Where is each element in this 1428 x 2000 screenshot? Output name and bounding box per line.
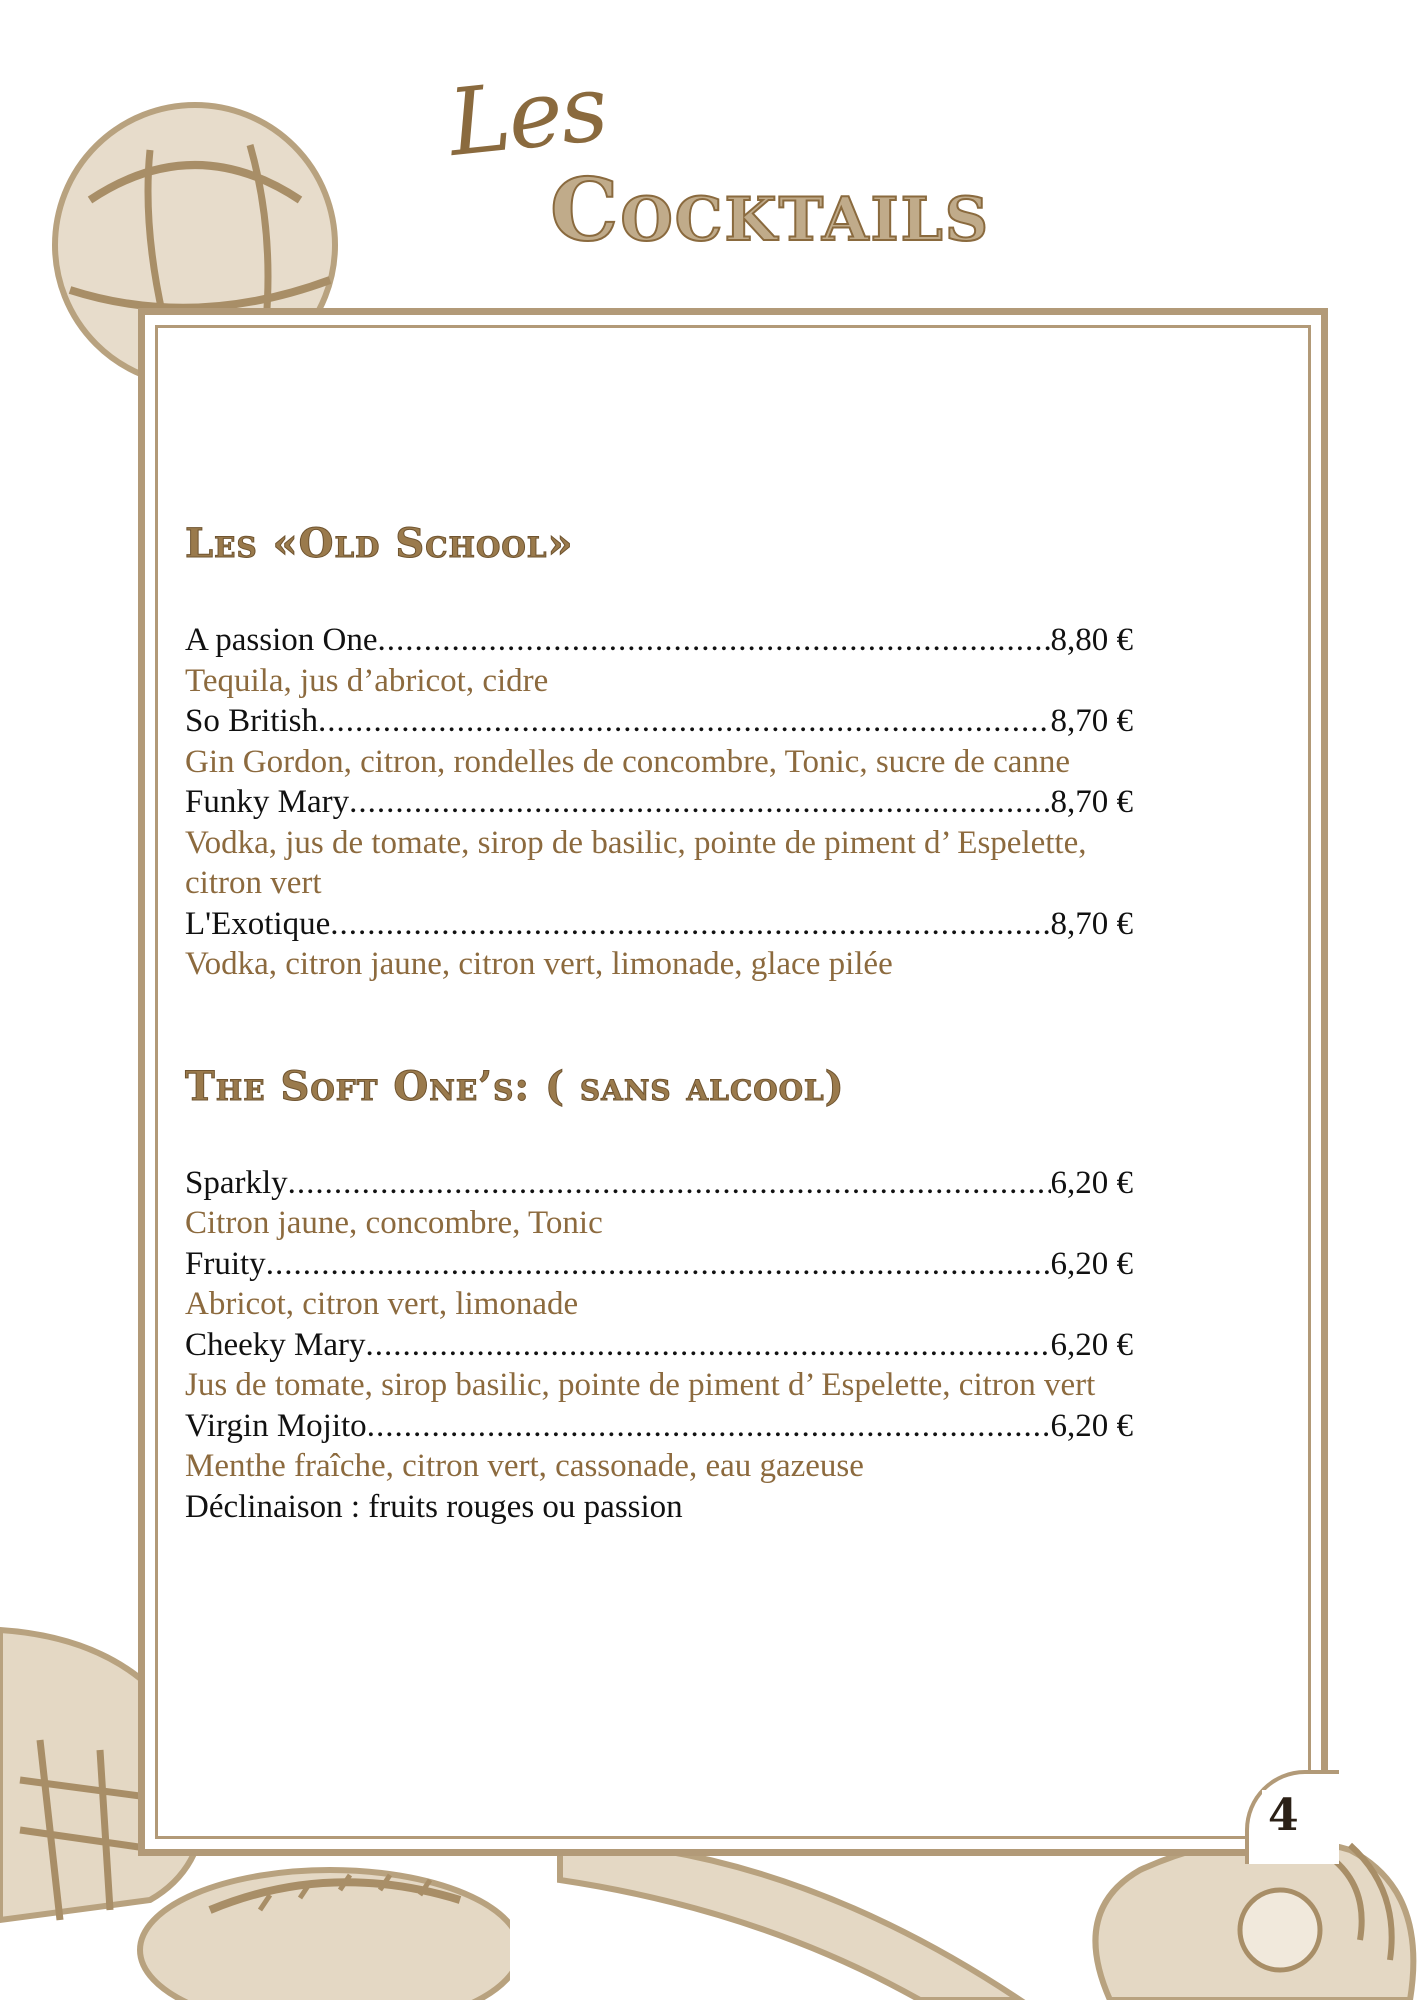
item-price: 6,20 €: [1050, 1326, 1133, 1363]
menu-item: [185, 701, 1133, 742]
section-title: Les «Old School»: [185, 520, 574, 567]
dot-leader: [349, 782, 1050, 823]
item-description: Jus de tomate, sirop basilic, pointe de piment d’ Espelette, citron vert: [185, 1367, 1096, 1403]
item-name: Fruity: [185, 1245, 266, 1282]
item-description: Citron jaune, concombre, Tonic: [185, 1205, 603, 1241]
menu-item: [185, 1244, 1133, 1285]
section-soft: [185, 1063, 1145, 1528]
item-price: 8,70 €: [1050, 703, 1133, 739]
item-description: Vodka, jus de tomate, sirop de basilic, pointe de piment d’ Espelette, citron vert: [185, 824, 1087, 901]
menu-item: [185, 1406, 1133, 1447]
item-price: 6,20 €: [1050, 1245, 1133, 1282]
dot-leader: [266, 1244, 1051, 1285]
section-title: The Soft One’s: ( sans alcool): [185, 1062, 845, 1110]
dot-leader: [378, 620, 1051, 661]
item-name: Cheeky Mary: [185, 1326, 366, 1363]
item-price: 8,70 €: [1050, 905, 1133, 942]
item-description: Menthe fraîche, citron vert, cassonade, eau gazeuse: [185, 1448, 864, 1484]
item-description: Vodka, citron jaune, citron vert, limonade, glace pilée: [185, 946, 893, 982]
dot-leader: [330, 904, 1050, 945]
item-name: So British: [185, 703, 318, 739]
page-title: Cocktails: [550, 160, 991, 261]
menu-item: [185, 620, 1133, 661]
rugby-ball-icon: [130, 1840, 510, 2000]
menu-content: [185, 520, 1145, 1527]
item-price: 6,20 €: [1050, 1407, 1133, 1444]
dot-leader: [367, 1406, 1051, 1447]
menu-item: [185, 1325, 1133, 1366]
item-description: Abricot, citron vert, limonade: [185, 1286, 579, 1322]
menu-item: [185, 1163, 1133, 1204]
item-name: Virgin Mojito: [185, 1407, 367, 1444]
item-price: 8,80 €: [1050, 622, 1133, 658]
page-number: 4: [1262, 1790, 1305, 1841]
item-name: L'Exotique: [185, 905, 331, 942]
item-name: Funky Mary: [185, 784, 350, 820]
variant-note: Déclinaison : fruits rouges ou passion: [185, 1488, 683, 1525]
baseball-bat-icon: [540, 1840, 1060, 2000]
menu-item: [185, 904, 1133, 945]
item-name: Sparkly: [185, 1164, 288, 1201]
item-price: 6,20 €: [1050, 1164, 1133, 1201]
title-script: Les: [443, 54, 611, 177]
menu-list: [185, 1163, 1145, 1528]
section-old-school: [185, 520, 1145, 985]
item-description: Tequila, jus d’abricot, cidre: [185, 662, 549, 699]
item-description: Gin Gordon, citron, rondelles de concombre, Tonic, sucre de canne: [185, 743, 1071, 780]
item-price: 8,70 €: [1050, 784, 1133, 820]
dot-leader: [366, 1325, 1051, 1366]
dot-leader: [318, 701, 1051, 742]
dot-leader: [288, 1163, 1051, 1204]
item-name: A passion One: [185, 622, 378, 658]
menu-item: [185, 782, 1133, 823]
menu-list: [185, 620, 1145, 985]
